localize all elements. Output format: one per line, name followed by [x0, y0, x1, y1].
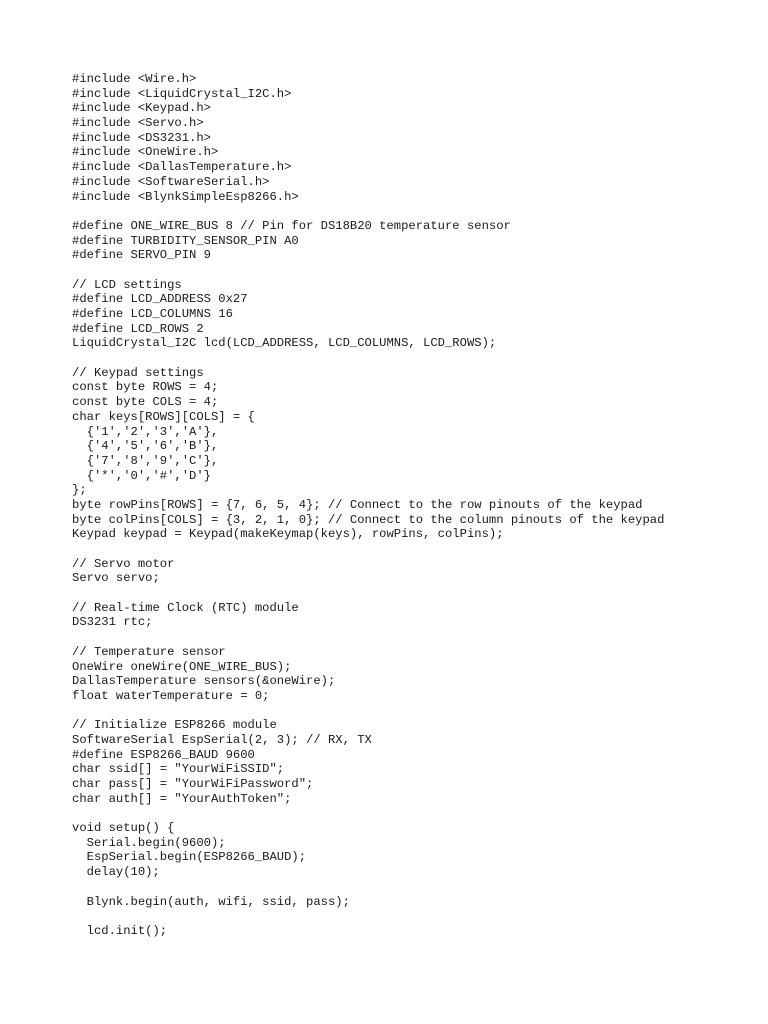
code-line: char keys[ROWS][COLS] = { — [72, 409, 255, 424]
code-line: #include <Servo.h> — [72, 116, 204, 131]
code-line: #define LCD_ROWS 2 — [72, 321, 204, 336]
code-line: #include <DallasTemperature.h> — [72, 160, 292, 175]
code-line: byte colPins[COLS] = {3, 2, 1, 0}; // Connect to the column pinouts of the keypad — [72, 512, 665, 527]
code-line: void setup() { — [72, 821, 175, 836]
code-line: Serial.begin(9600); — [72, 835, 226, 850]
code-line: lcd.init(); — [72, 923, 168, 938]
code-line: DS3231 rtc; — [72, 615, 153, 630]
code-line: #define SERVO_PIN 9 — [72, 248, 211, 263]
code-line: DallasTemperature sensors(&oneWire); — [72, 674, 336, 689]
code-line: #define LCD_ADDRESS 0x27 — [72, 292, 248, 307]
code-line: }; — [72, 483, 87, 498]
code-line: #include <OneWire.h> — [72, 145, 219, 160]
code-line: #include <LiquidCrystal_I2C.h> — [72, 86, 292, 101]
code-line: #include <Keypad.h> — [72, 101, 211, 116]
code-line: // LCD settings — [72, 277, 182, 292]
code-line: float waterTemperature = 0; — [72, 688, 270, 703]
code-line: const byte COLS = 4; — [72, 395, 219, 410]
code-line: #define ESP8266_BAUD 9600 — [72, 747, 255, 762]
code-line: // Real-time Clock (RTC) module — [72, 600, 299, 615]
code-line — [72, 586, 664, 601]
code-line: Blynk.begin(auth, wifi, ssid, pass); — [72, 894, 350, 909]
code-line: Keypad keypad = Keypad(makeKeymap(keys), rowPins, colPins); — [72, 527, 504, 542]
code-line — [72, 263, 664, 278]
code-line: char ssid[] = "YourWiFiSSID"; — [72, 762, 285, 777]
code-line: #define LCD_COLUMNS 16 — [72, 307, 233, 321]
code-line: SoftwareSerial EspSerial(2, 3); // RX, TX — [72, 732, 372, 747]
code-line — [72, 630, 664, 645]
code-line: OneWire oneWire(ONE_WIRE_BUS); — [72, 659, 292, 674]
code-listing — [72, 72, 664, 939]
code-line — [72, 351, 664, 366]
code-line: {'7','8','9','C'}, — [72, 453, 219, 468]
code-line — [72, 909, 664, 924]
code-line: #define ONE_WIRE_BUS 8 // Pin for DS18B20 temperature sensor — [72, 218, 511, 233]
code-line: // Initialize ESP8266 module — [72, 718, 277, 733]
code-line: #include <Wire.h> — [72, 72, 197, 86]
code-line: EspSerial.begin(ESP8266_BAUD); — [72, 850, 307, 865]
code-line — [72, 880, 664, 895]
code-line: LiquidCrystal_I2C lcd(LCD_ADDRESS, LCD_COLUMNS, LCD_ROWS); — [72, 336, 497, 351]
code-line: {'1','2','3','A'}, — [72, 424, 219, 439]
code-line: // Servo motor — [72, 556, 175, 571]
code-line: {'4','5','6','B'}, — [72, 439, 219, 454]
code-line: Servo servo; — [72, 571, 160, 586]
code-line: #include <BlynkSimpleEsp8266.h> — [72, 189, 299, 204]
code-line: // Temperature sensor — [72, 644, 226, 659]
code-line: char auth[] = "YourAuthToken"; — [72, 791, 292, 806]
code-line: delay(10); — [72, 865, 160, 880]
code-line: byte rowPins[ROWS] = {7, 6, 5, 4}; // Connect to the row pinouts of the keypad — [72, 497, 643, 512]
code-line: const byte ROWS = 4; — [72, 380, 219, 395]
code-line: #include <SoftwareSerial.h> — [72, 174, 270, 189]
code-line: #include <DS3231.h> — [72, 130, 211, 145]
code-line: {'*','0','#','D'} — [72, 468, 211, 483]
code-line: // Keypad settings — [72, 365, 204, 380]
code-line: char pass[] = "YourWiFiPassword"; — [72, 777, 314, 791]
code-line: #define TURBIDITY_SENSOR_PIN A0 — [72, 233, 299, 248]
code-line — [72, 806, 664, 821]
code-line — [72, 704, 664, 719]
code-line — [72, 542, 664, 557]
code-line — [72, 204, 664, 219]
